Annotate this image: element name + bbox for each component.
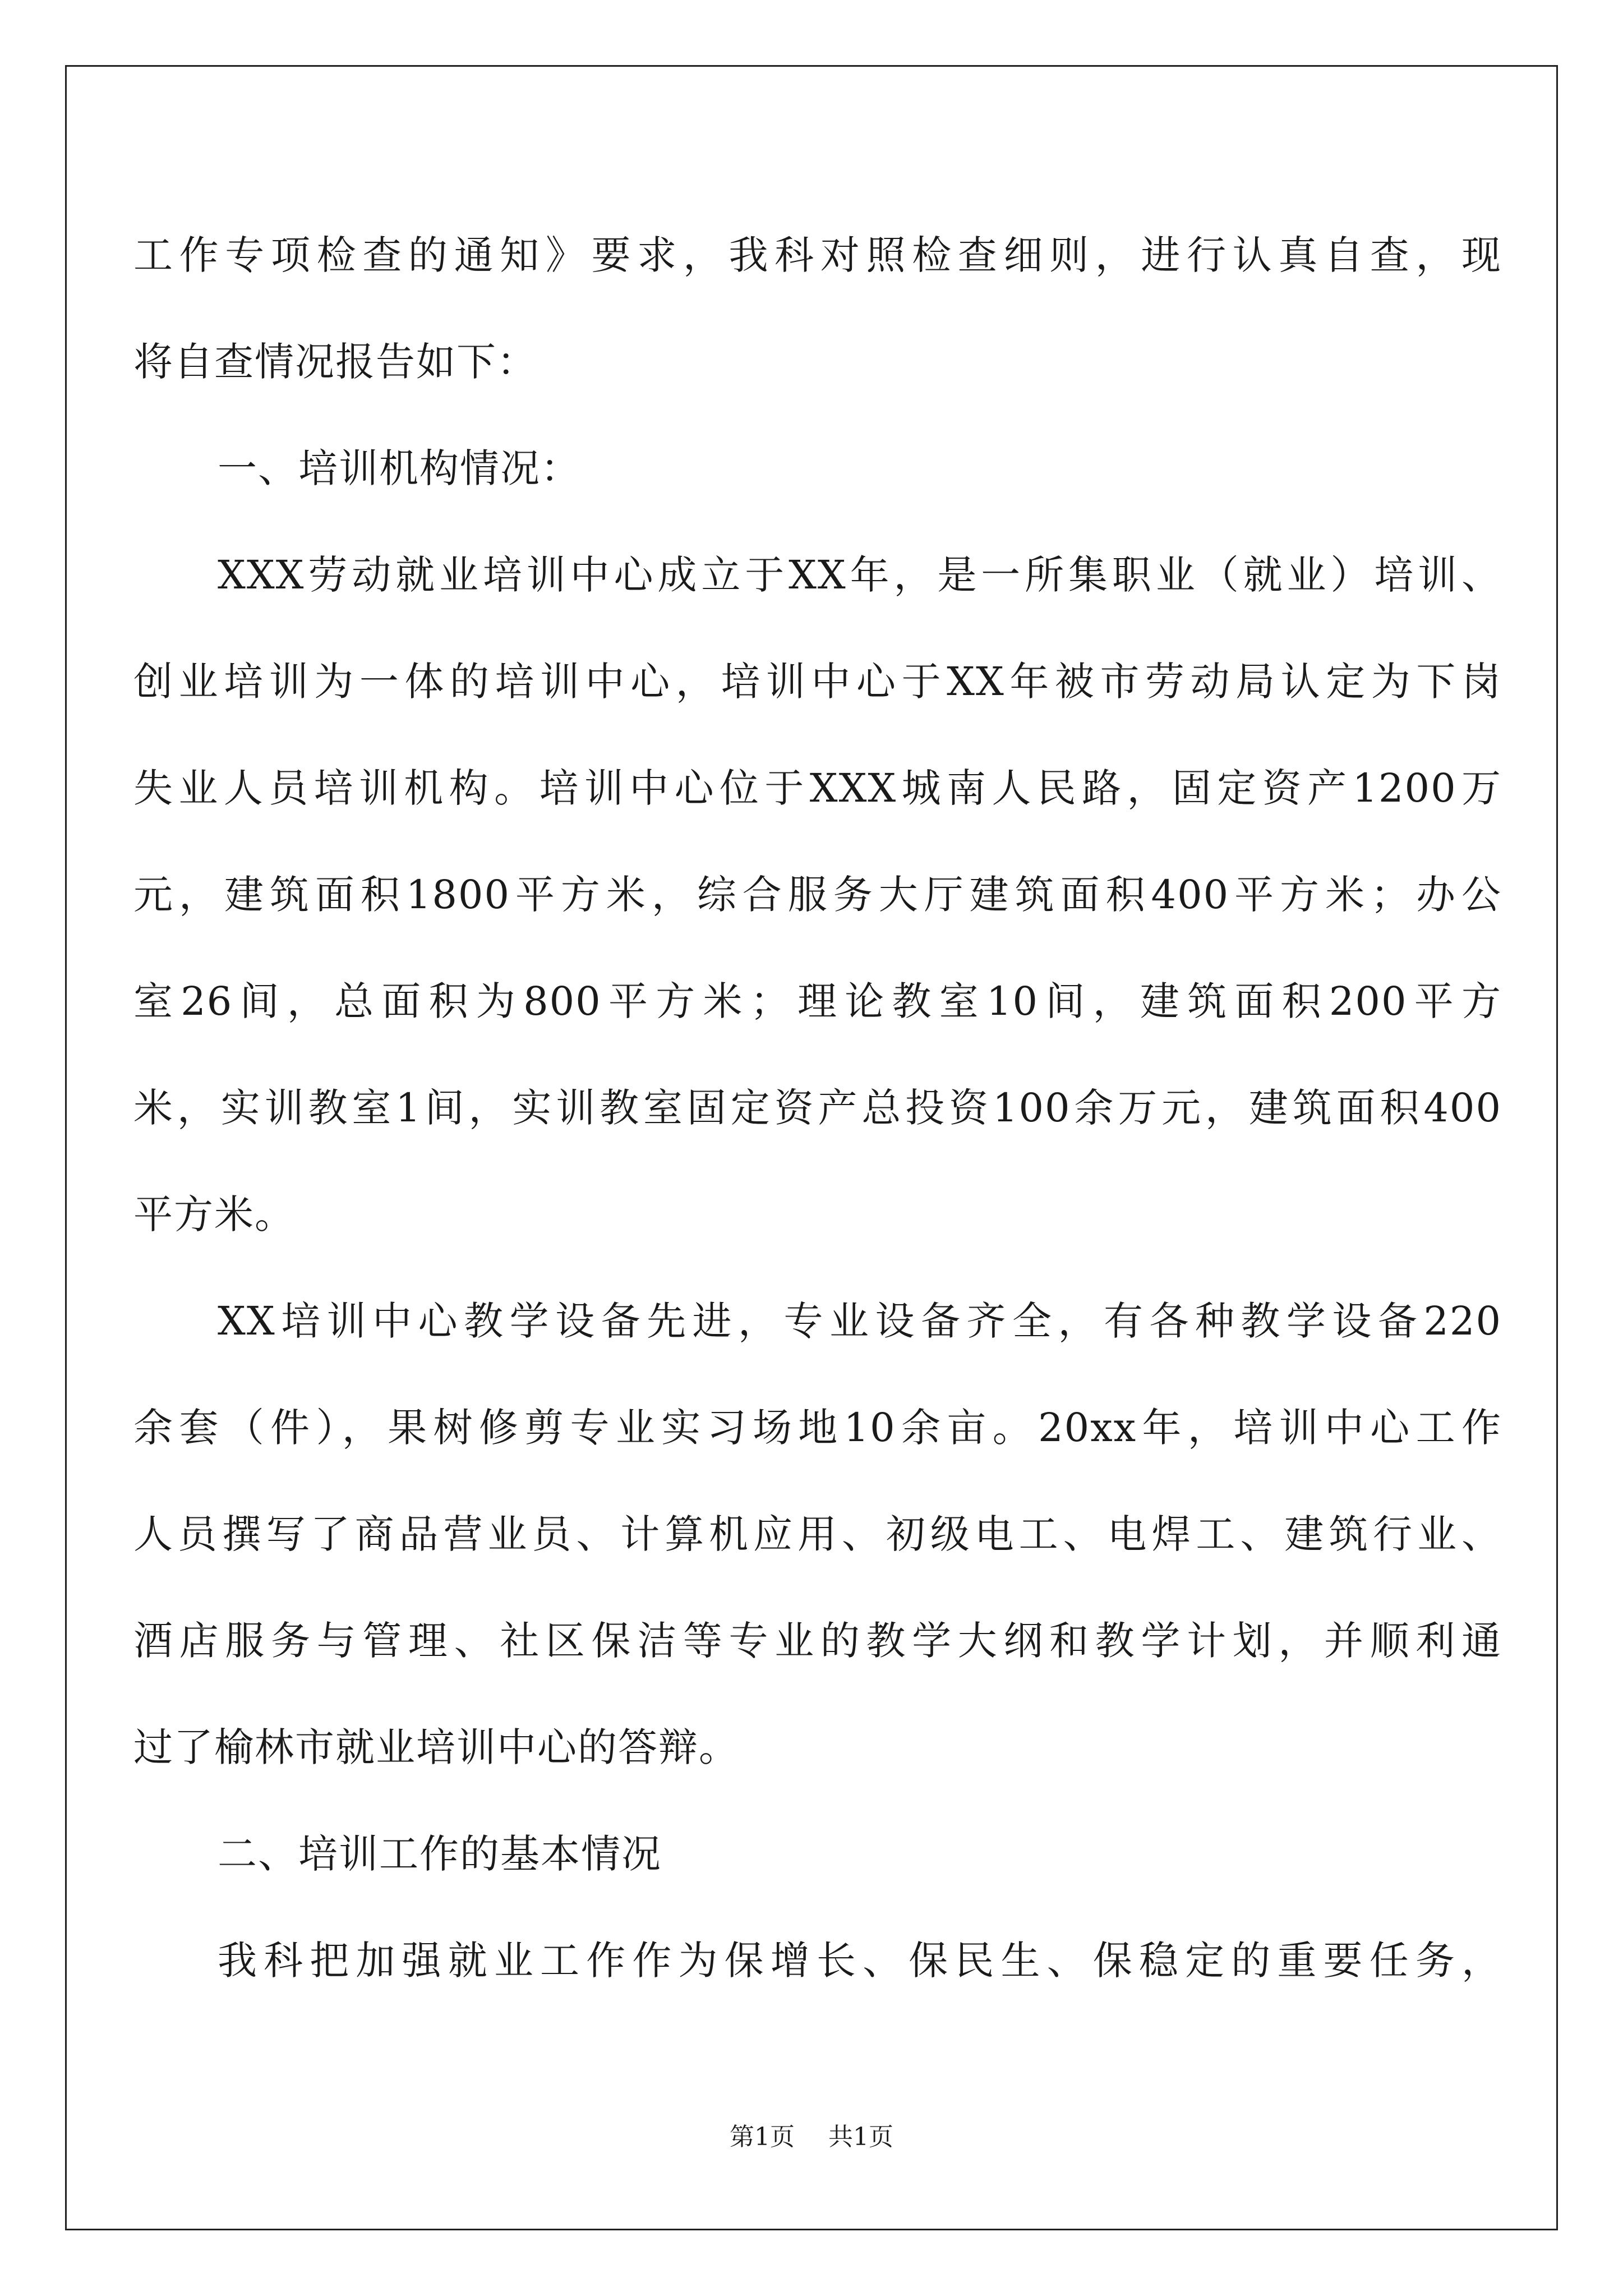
paragraph-line: 我科把加强就业工作作为保增长、保民生、保稳定的重要任务， <box>218 1938 1502 1984</box>
paragraph-line: 失业人员培训机构。培训中心位于XXX城南人民路，固定资产1200万 <box>133 765 1502 811</box>
paragraph-line: 创业培训为一体的培训中心，培训中心于XX年被市劳动局认定为下岗 <box>133 659 1502 705</box>
page-total: 共1页 <box>828 2123 893 2151</box>
paragraph-line: 米，实训教室1间，实训教室固定资产总投资100余万元，建筑面积400 <box>133 1085 1502 1131</box>
paragraph-line: 将自查情况报告如下： <box>133 339 537 385</box>
paragraph-line: 工作专项检查的通知》要求，我科对照检查细则，进行认真自查，现 <box>133 232 1502 278</box>
paragraph-line: XXX劳动就业培训中心成立于XX年，是一所集职业（就业）培训、 <box>218 552 1502 598</box>
paragraph-line: 过了榆林市就业培训中心的答辩。 <box>133 1724 739 1770</box>
paragraph-line: 室26间，总面积为800平方米；理论教室10间，建筑面积200平方 <box>133 978 1502 1024</box>
paragraph-line: 元，建筑面积1800平方米，综合服务大厅建筑面积400平方米；办公 <box>133 872 1502 918</box>
paragraph-line: 人员撰写了商品营业员、计算机应用、初级电工、电焊工、建筑行业、 <box>133 1511 1502 1557</box>
page-footer <box>0 2120 1623 2154</box>
document-body <box>133 202 1502 2014</box>
page-number: 第1页 <box>730 2123 795 2151</box>
paragraph-line: XX培训中心教学设备先进，专业设备齐全，有各种教学设备220 <box>218 1298 1502 1344</box>
section-heading: 一、培训机构情况： <box>218 445 581 491</box>
paragraph-line: 平方米。 <box>133 1191 295 1237</box>
section-heading: 二、培训工作的基本情况 <box>218 1831 662 1877</box>
paragraph-line: 酒店服务与管理、社区保洁等专业的教学大纲和教学计划，并顺利通 <box>133 1618 1502 1664</box>
paragraph-line: 余套（件），果树修剪专业实习场地10余亩。20xx年，培训中心工作 <box>133 1405 1502 1451</box>
